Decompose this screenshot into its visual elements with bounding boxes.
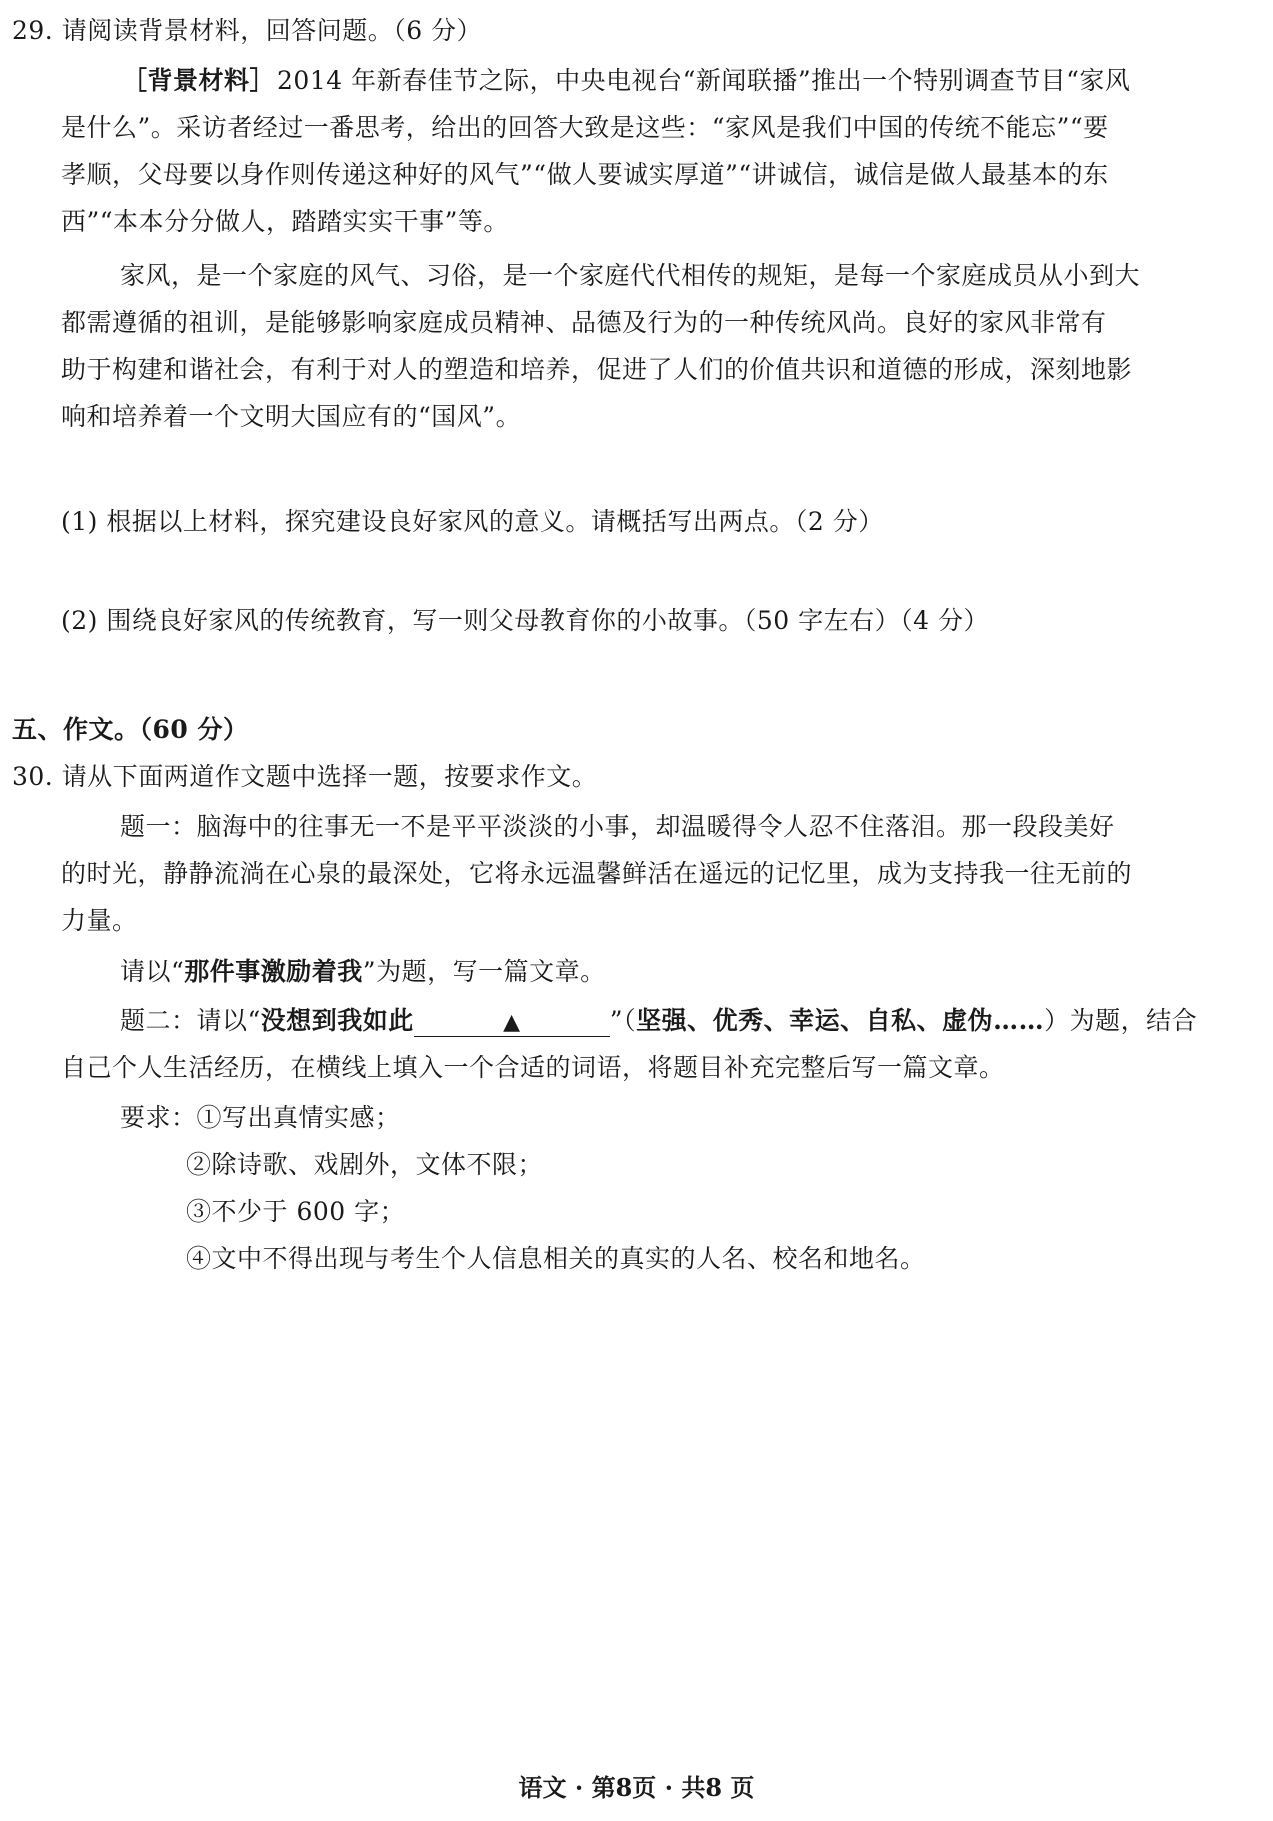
section-5-heading: 五、作文。（60 分） <box>12 715 249 744</box>
requirement-3: ③不少于 600 字； <box>186 1197 406 1226</box>
family-tradition-paragraph-line-4: 响和培养着一个文明大国应有的“国风”。 <box>61 402 522 431</box>
family-tradition-paragraph-line-1: 家风，是一个家庭的风气、习俗，是一个家庭代代相传的规矩，是每一个家庭成员从小到大 <box>120 261 1141 290</box>
family-tradition-paragraph-line-3: 助于构建和谐社会，有利于对人的塑造和培养，促进了人们的价值共识和道德的形成，深刻地影 <box>61 355 1133 384</box>
sub-question-2: (2) 围绕良好家风的传统教育，写一则父母教育你的小故事。（50 字左右）（4 分） <box>61 606 989 635</box>
question-30-heading: 30. 请从下面两道作文题中选择一题，按要求作文。 <box>12 762 598 791</box>
topic-1-line-2: 的时光，静静流淌在心泉的最深处，它将永远温馨鲜活在遥远的记忆里，成为支持我一往无前的 <box>61 859 1133 888</box>
question-29-heading: 29. 请阅读背景材料，回答问题。（6 分） <box>12 16 483 45</box>
requirement-2: ②除诗歌、戏剧外，文体不限； <box>186 1150 544 1179</box>
background-material-line-2: 是什么”。采访者经过一番思考，给出的回答大致是这些：“家风是我们中国的传统不能忘”“要 <box>61 113 1109 142</box>
background-material-line-4: 西”“本本分分做人，踏踏实实干事”等。 <box>61 207 509 236</box>
background-material-line-3: 孝顺，父母要以身作则传递这种好的风气”“做人要诚实厚道”“讲诚信，诚信是做人最基本的东 <box>61 160 1109 189</box>
requirement-4: ④文中不得出现与考生个人信息相关的真实的人名、校名和地名。 <box>186 1244 926 1273</box>
background-material-line-1: ［背景材料］2014 年新春佳节之际，中央电视台“新闻联播”推出一个特别调查节目“家风 <box>120 64 1273 98</box>
topic-2-title: 没想到我如此 <box>260 1006 414 1035</box>
family-tradition-paragraph-line-2: 都需遵循的祖训，是能够影响家庭成员精神、品德及行为的一种传统风尚。良好的家风非常有 <box>61 308 1107 337</box>
topic-2-fill-blank: ▲ <box>414 1010 610 1037</box>
topic-1-prompt: 请以“那件事激励着我”为题，写一篇文章。 <box>120 957 606 986</box>
topic-1-title: 那件事激励着我 <box>184 957 363 986</box>
sub-question-1: (1) 根据以上材料，探究建设良好家风的意义。请概括写出两点。（2 分） <box>61 507 884 536</box>
requirement-1: 要求：①写出真情实感； <box>120 1103 401 1132</box>
background-material-label: ［背景材料］ <box>122 66 276 95</box>
topic-1-line-3: 力量。 <box>61 906 138 935</box>
topic-1-line-1: 题一：脑海中的往事无一不是平平淡淡的小事，却温暖得令人忍不住落泪。那一段段美好 <box>120 812 1115 841</box>
topic-2-word-options: 坚强、优秀、幸运、自私、虚伪…… <box>636 1006 1045 1035</box>
topic-2-line-2: 自己个人生活经历，在横线上填入一个合适的词语，将题目补充完整后写一篇文章。 <box>61 1053 1005 1082</box>
topic-2-line-1: 题二：请以“没想到我如此 ▲ ”（坚强、优秀、幸运、自私、虚伪……）为题，结合 <box>120 1006 1198 1035</box>
page-footer: 语文 · 第8页 · 共8 页 <box>518 1773 755 1802</box>
